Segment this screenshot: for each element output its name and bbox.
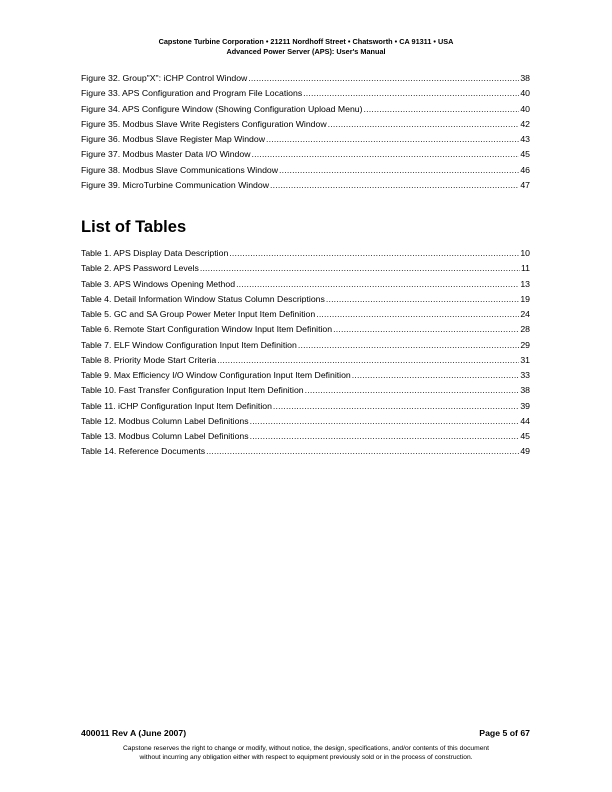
table-entry[interactable] [81,322,530,337]
figure-entry[interactable] [81,86,530,101]
figure-entry-page-number: 42 [520,118,530,129]
table-entry-page-number: 31 [520,354,530,365]
table-entry[interactable] [81,368,530,383]
table-entry[interactable] [81,261,530,276]
dot-leader [266,132,519,147]
table-entry-label: Table 12. Modbus Column Label Definitions [81,415,249,426]
dot-leader [305,383,520,398]
dot-leader [298,338,519,353]
dot-leader [248,71,519,86]
table-entry-label: Table 6. Remote Start Configuration Window Input Item Definition [81,324,333,335]
dot-leader [251,147,519,162]
figure-entry-label: Figure 35. Modbus Slave Write Registers Configuration Window [81,118,327,129]
table-entry-page-number: 10 [520,248,530,258]
dot-leader [229,246,519,261]
dot-leader [316,307,519,322]
list-of-tables [81,246,530,460]
header-document-title: Advanced Power Server (APS): User's Manual [226,46,386,56]
figure-entry-label: Figure 33. APS Configuration and Program File Locations [81,88,303,99]
table-entry[interactable] [81,292,530,307]
table-entry[interactable] [81,277,530,292]
figure-entry[interactable] [81,102,530,117]
table-entry-label: Table 13. Modbus Column Label Definitions [81,431,249,441]
table-entry[interactable] [81,338,530,353]
dot-leader [352,368,520,383]
figure-entry-label: Figure 39. MicroTurbine Communication Window [81,179,269,190]
dot-leader [273,399,519,414]
table-entry[interactable] [81,246,530,261]
dot-leader [217,353,519,368]
table-entry[interactable] [81,429,530,444]
figure-entry-label: Figure 38. Modbus Slave Communications Window [81,164,279,175]
table-entry-label: Table 3. APS Windows Opening Method [81,278,236,289]
table-entry-page-number: 24 [520,309,530,319]
figure-entry-label: Figure 36. Modbus Slave Register Map Window [81,134,265,144]
dot-leader [200,261,520,276]
table-entry[interactable] [81,399,530,414]
table-entry-label: Table 10. Fast Transfer Configuration Input Item Definition [81,385,304,396]
table-entry-page-number: 39 [520,400,530,411]
dot-leader [250,429,520,444]
dot-leader [236,277,519,292]
footer-document-id: 400011 Rev A (June 2007) [81,728,187,738]
figure-entry-label: Figure 32. Group"X": iCHP Control Window [81,73,248,83]
table-entry-label: Table 2. APS Password Levels [81,263,199,274]
figure-entry-page-number: 47 [520,179,530,190]
list-of-tables-title: List of Tables [81,218,187,236]
table-entry-label: Table 11. iCHP Configuration Input Item Definition [81,400,272,411]
dot-leader [333,322,519,337]
dot-leader [303,86,519,101]
list-of-figures [81,71,530,193]
figure-entry[interactable] [81,132,530,147]
header-company-line: Capstone Turbine Corporation • 21211 Nordhoff Street • Chatsworth • CA 91311 • USA [158,37,454,46]
table-entry-page-number: 49 [520,446,530,457]
footer-disclaimer [0,745,612,762]
table-entry[interactable] [81,414,530,429]
footer-disclaimer-line-1: Capstone reserves the right to change or modify, without notice, the design, specifications, and/or contents of this document [122,745,490,752]
figure-entry-label: Figure 34. APS Configure Window (Showing Configuration Upload Menu) [81,103,363,114]
table-entry[interactable] [81,383,530,398]
table-entry-page-number: 19 [520,293,530,304]
figure-entry[interactable] [81,117,530,132]
dot-leader [270,178,519,193]
dot-leader [326,292,519,307]
table-entry[interactable] [81,444,530,459]
table-entry-page-number: 13 [520,278,530,289]
figure-entry[interactable] [81,71,530,86]
table-entry-label: Table 8. Priority Mode Start Criteria [81,354,217,365]
table-entry-page-number: 28 [520,324,530,335]
table-entry-page-number: 38 [520,385,530,396]
figure-entry-page-number: 46 [520,164,530,175]
figure-entry[interactable] [81,178,530,193]
figure-entry-page-number: 43 [520,134,530,144]
figure-entry-page-number: 40 [520,88,530,99]
page-header [0,37,612,56]
dot-leader [364,102,520,117]
table-entry-label: Table 14. Reference Documents [81,446,206,457]
table-entry-page-number: 33 [520,370,530,380]
figure-entry-page-number: 45 [520,149,530,160]
figure-entry-page-number: 38 [520,73,530,83]
table-entry-label: Table 7. ELF Window Configuration Input Item Definition [81,339,297,350]
footer-page-number: Page 5 of 67 [479,728,530,738]
table-entry-page-number: 29 [520,339,530,350]
dot-leader [279,163,519,178]
figure-entry[interactable] [81,147,530,162]
table-entry-page-number: 45 [520,431,530,441]
table-entry-page-number: 44 [520,415,530,426]
page-footer [81,728,530,738]
table-entry-label: Table 4. Detail Information Window Status Column Descriptions [81,293,325,304]
figure-entry-label: Figure 37. Modbus Master Data I/O Window [81,149,251,160]
table-entry[interactable] [81,307,530,322]
figure-entry-page-number: 40 [520,103,530,114]
figure-entry[interactable] [81,163,530,178]
table-entry-page-number: 11 [520,263,530,274]
dot-leader [206,444,519,459]
table-entry-label: Table 5. GC and SA Group Power Meter Input Item Definition [81,309,316,319]
table-entry[interactable] [81,353,530,368]
table-entry-label: Table 1. APS Display Data Description [81,248,229,258]
dot-leader [250,414,520,429]
footer-disclaimer-line-2: without incurring any obligation either with respect to equipment previously sold or in the process of construction. [139,753,473,761]
table-entry-label: Table 9. Max Efficiency I/O Window Configuration Input Item Definition [81,370,351,380]
dot-leader [328,117,520,132]
